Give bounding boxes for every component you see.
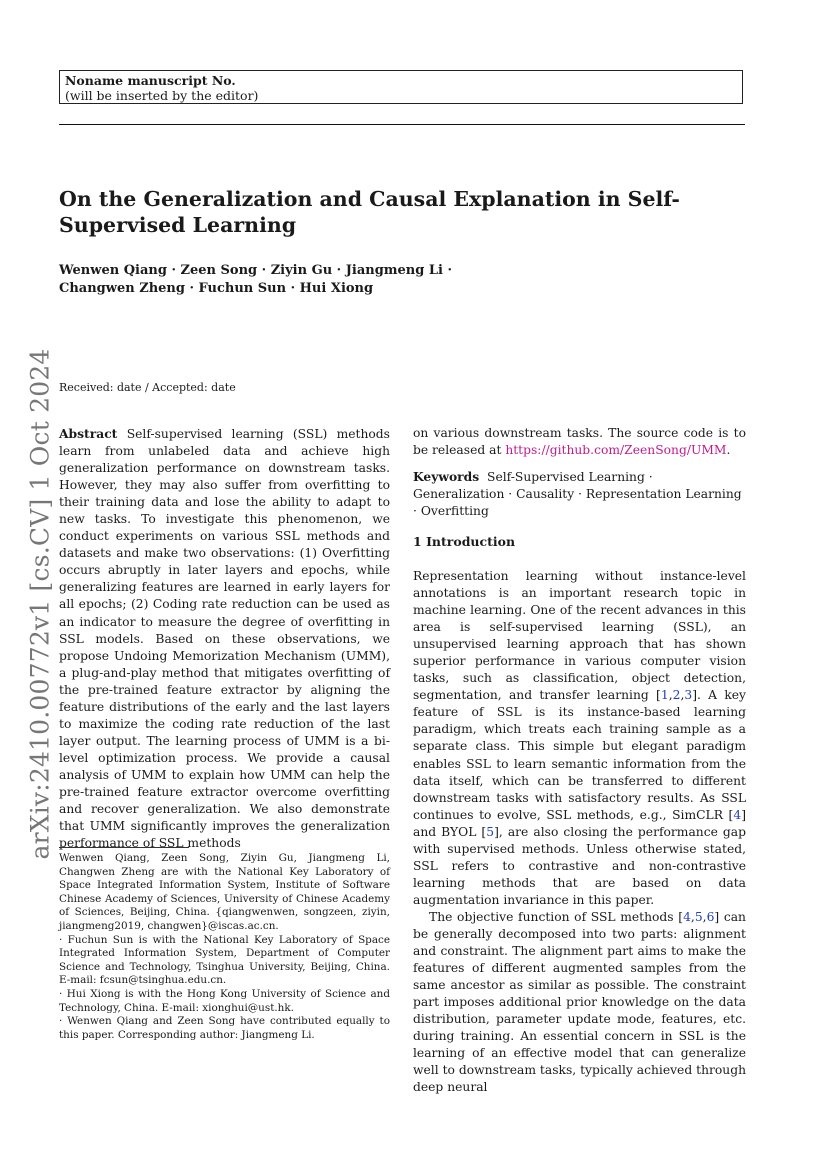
received-date: Received: date / Accepted: date	[59, 381, 236, 394]
manuscript-number: Noname manuscript No.	[65, 73, 236, 88]
abstract-label: Abstract	[59, 426, 118, 441]
author-line-1: Wenwen Qiang · Zeen Song · Ziyin Gu · Jiangmeng Li ·	[59, 263, 453, 278]
citation-link[interactable]: 3	[684, 688, 693, 703]
citation-link[interactable]: 2	[672, 688, 681, 703]
citation-link[interactable]: 5	[694, 909, 703, 924]
footnotes	[59, 852, 390, 1042]
editor-note: (will be inserted by the editor)	[65, 88, 259, 103]
footnote-affiliation-2: · Fuchun Sun is with the National Key Laboratory of Space Integrated Information System, Department of Computer Science and Technology, Tsinghua University, Beijing, China. E-mail: fcsun@tsinghua.edu.cn.	[59, 933, 390, 987]
citation-link[interactable]: 1	[660, 688, 669, 703]
footnote-equal-contribution: · Wenwen Qiang and Zeen Song have contributed equally to this paper. Corresponding author: Jiangmeng Li.	[59, 1015, 390, 1041]
arxiv-stamp: arXiv:2410.00772v1 [cs.CV] 1 Oct 2024	[25, 348, 55, 860]
keywords-label: Keywords	[413, 469, 480, 484]
author-line-2: Changwen Zheng · Fuchun Sun · Hui Xiong	[59, 281, 374, 296]
footnote-affiliation-3: · Hui Xiong is with the Hong Kong University of Science and Technology, China. E-mail: xionghui@ust.hk.	[59, 987, 390, 1014]
citation-link[interactable]: 4	[683, 909, 691, 924]
abstract-continued: on various downstream tasks. The source code is to be released at https://github.com/ZeenSong/UMM.	[413, 426, 746, 458]
intro-paragraph-1: Representation learning without instance-level annotations is an important research topic in machine learning. One of the recent advances in this area is self-supervised learning (SSL), an unsupervised learning approach that has shown superior performance in various computer vision tasks, such as classification, object detection, segmentation, and transfer learning [1,2,3]. A key feature of SSL is its instance-based learning paradigm, which treats each training sample as a separate class. This simple but elegant paradigm enables SSL to learn semantic information from the data itself, which can be transferred to different downstream tasks with satisfactory results. As SSL continues to evolve, SSL methods, e.g., SimCLR [4] and BYOL [5], are also closing the performance gap with supervised methods. Unless otherwise stated, SSL refers to contrastive and non-contrastive learning methods that are based on data augmentation invariance in this paper.	[413, 569, 746, 907]
header-rule	[59, 124, 745, 125]
keywords-text: Self-Supervised Learning · Generalization · Causality · Representation Learning · Overfitting	[413, 470, 742, 519]
footnote-affiliation-1: Wenwen Qiang, Zeen Song, Ziyin Gu, Jiangmeng Li, Changwen Zheng are with the National Key Laboratory of Space Integrated Information System, Institute of Software Chinese Academy of Sciences, University of Chinese Academy of Sciences, Beijing, China. {qiangwenwen, songzeen, ziyin, jiangmeng2019, changwen}@iscas.ac.cn.	[59, 852, 390, 932]
keywords	[413, 468, 746, 520]
intro-paragraph-2: The objective function of SSL methods [4,5,6] can be generally decomposed into two parts: alignment and constraint. The alignment part aims to make the features of different augmented samples from the same ancestor as similar as possible. The constraint part imposes additional prior knowledge on the data distribution, parameter update mode, features, etc. during training. An essential concern in SSL is the learning of an effective model that can generalize well to downstream tasks, typically achieved through deep neural	[413, 909, 746, 1095]
citation-link[interactable]: 6	[706, 909, 715, 924]
manuscript-header-box	[59, 70, 743, 104]
section-heading	[413, 534, 515, 549]
citation-link[interactable]: 4	[733, 807, 742, 822]
code-url-link[interactable]: https://github.com/ZeenSong/UMM	[505, 443, 727, 458]
paper-title: On the Generalization and Causal Explanation in Self-Supervised Learning	[59, 187, 680, 237]
abstract-cont: on various downstream tasks. The source code is to be released at	[413, 426, 746, 458]
section-title: Introduction	[426, 534, 516, 549]
footnote-rule	[59, 847, 189, 848]
abstract	[59, 425, 390, 852]
intro-body	[413, 568, 746, 1096]
section-number: 1	[413, 534, 422, 549]
citation-link[interactable]: 5	[486, 824, 495, 839]
author-list	[59, 262, 739, 298]
abstract-text: Self-supervised learning (SSL) methods learn from unlabeled data and achieve high generalization performance on downstream tasks. However, they may also suffer from overfitting to their training data and lose the ability to adapt to new tasks. To investigate this phenomenon, we conduct experiments on various SSL methods and datasets and make two observations: (1) Overfitting occurs abruptly in later layers and epochs, while generalizing features are learned in early layers for all epochs; (2) Coding rate reduction can be used as an indicator to measure the degree of overfitting in SSL models. Based on these observations, we propose Undoing Memorization Mechanism (UMM), a plug-and-play method that mitigates overfitting of the pre-trained feature extractor by aligning the feature distributions of the early and the last layers to maximize the coding rate reduction of the last layer output. The learning process of UMM is a bi-level optimization process. We provide a causal analysis of UMM to explain how UMM can help the pre-trained feature extractor overcome overfitting and recover generalization. We also demonstrate that UMM significantly improves the generalization performance of SSL methods	[59, 427, 390, 851]
